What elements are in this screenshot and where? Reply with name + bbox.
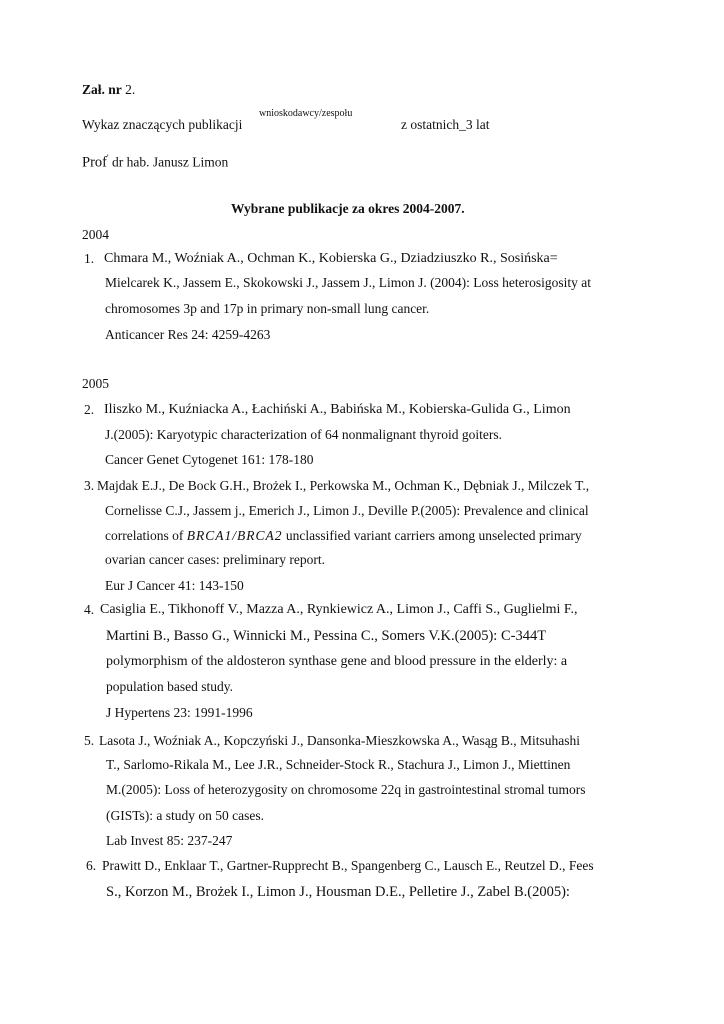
- publication-number: 3.: [84, 478, 95, 493]
- publication-line: (GISTs): a study on 50 cases.: [106, 808, 265, 823]
- publication-journal: Cancer Genet Cytogenet 161: 178-180: [105, 452, 314, 467]
- publication-line: Casiglia E., Tikhonoff V., Mazza A., Rynkiewicz A., Limon J., Caffi S., Guglielmi F.,: [100, 602, 578, 617]
- publication-line: Majdak E.J., De Bock G.H., Brożek I., Perkowska M., Ochman K., Dębniak J., Milczek T.,: [97, 478, 590, 493]
- publication-number: 4.: [84, 602, 95, 617]
- publication-journal: J Hypertens 23: 1991-1996: [106, 705, 253, 720]
- author-name: dr hab. Janusz Limon: [111, 154, 229, 170]
- publication-line: J.(2005): Karyotypic characterization of 64 nonmalignant thyroid goiters.: [105, 427, 503, 442]
- attachment-number: [82, 81, 135, 99]
- publication-line: Mielcarek K., Jassem E., Skokowski J., Jassem J., Limon J. (2004): Loss heterosigosity at: [105, 275, 591, 290]
- author-line: [82, 149, 228, 172]
- publication-journal: Anticancer Res 24: 4259-4263: [105, 327, 271, 342]
- publication-line: polymorphism of the aldosteron synthase gene and blood pressure in the elderly: a: [106, 654, 568, 669]
- publication-line: Martini B., Basso G., Winnicki M., Pessina C., Somers V.K.(2005): C-344T: [106, 628, 547, 644]
- publication-line-with-genes: [105, 527, 582, 545]
- list-intro-before: Wykaz znaczących publikacji: [82, 117, 243, 132]
- publication-number: 1.: [84, 251, 95, 266]
- publication-line: Iliszko M., Kuźniacka A., Łachiński A., Babińska M., Kobierska-Gulida G., Limon: [104, 402, 571, 417]
- section-title: Wybrane publikacje za okres 2004-2007.: [231, 201, 465, 216]
- publication-line: chromosomes 3p and 17p in primary non-small lung cancer.: [105, 301, 430, 316]
- list-intro-superscript: wnioskodawcy/zespołu: [259, 108, 353, 119]
- publication-line: Cornelisse C.J., Jassem j., Emerich J., Limon J., Deville P.(2005): Prevalence and clinical: [105, 503, 589, 518]
- author-prefix: Prof: [82, 154, 107, 171]
- publication-line-part: correlations of: [105, 528, 184, 543]
- attachment-value: 2.: [125, 82, 136, 97]
- publication-line: M.(2005): Loss of heterozygosity on chromosome 22q in gastrointestinal stromal tumors: [106, 782, 586, 797]
- publication-line-part: unclassified variant carriers among unselected primary: [285, 528, 582, 543]
- list-intro-after: z ostatnich_3 lat: [401, 117, 490, 132]
- publication-number: 5.: [84, 733, 95, 748]
- gene-names: BRCA1/BRCA2: [186, 528, 283, 543]
- publication-line: S., Korzon M., Brożek I., Limon J., Housman D.E., Pelletire J., Zabel B.(2005):: [106, 884, 570, 900]
- publication-line: Lasota J., Woźniak A., Kopczyński J., Dansonka-Mieszkowska A., Wasąg B., Mitsuhashi: [99, 733, 581, 748]
- publication-line: Prawitt D., Enklaar T., Gartner-Rupprecht B., Spangenberg C., Lausch E., Reutzel D., Fees: [102, 858, 594, 873]
- publication-number: 2.: [84, 402, 95, 417]
- publication-line: ovarian cancer cases: preliminary report.: [105, 552, 326, 567]
- publication-line: T., Sarlomo-Rikala M., Lee J.R., Schneider-Stock R., Stachura J., Limon J., Miettinen: [106, 757, 571, 772]
- publication-line: Chmara M., Woźniak A., Ochman K., Kobierska G., Dziadziuszko R., Sosińska=: [104, 251, 558, 266]
- publication-journal: Lab Invest 85: 237-247: [106, 833, 233, 848]
- publication-line: population based study.: [106, 679, 233, 694]
- publication-journal: Eur J Cancer 41: 143-150: [105, 578, 244, 593]
- publication-number: 6.: [86, 858, 97, 873]
- year-heading-2005: 2005: [82, 376, 109, 391]
- author-prefix-mark: ': [106, 153, 109, 163]
- year-heading-2004: 2004: [82, 227, 109, 242]
- attachment-label: Zał. nr: [82, 82, 122, 97]
- list-intro: [82, 116, 242, 134]
